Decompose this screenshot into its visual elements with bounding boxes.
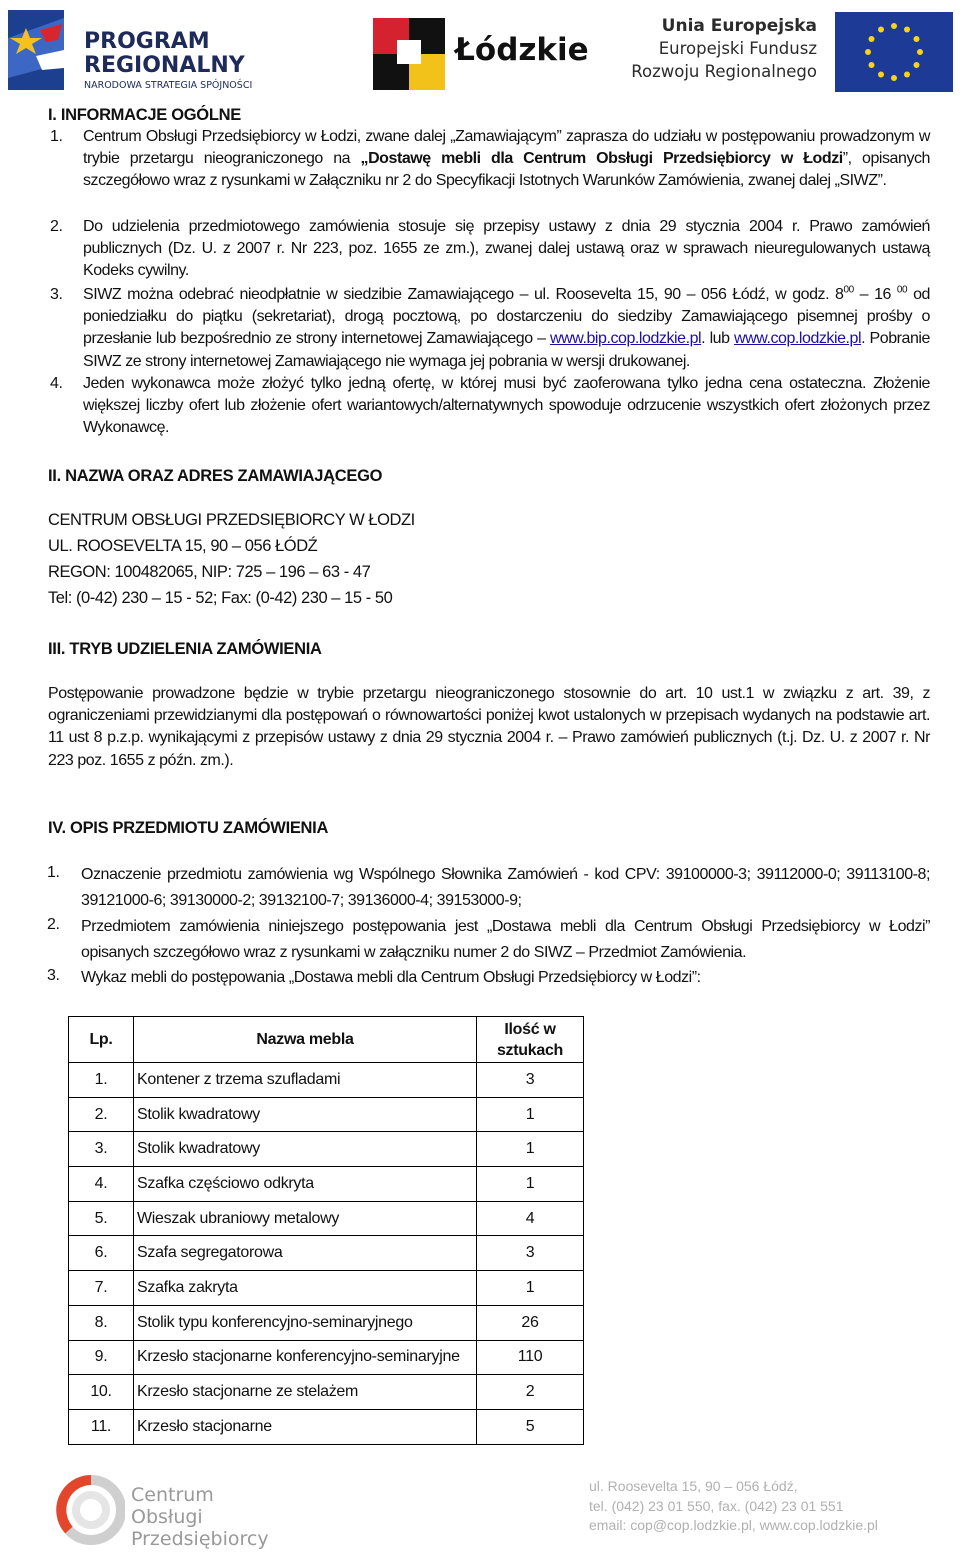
s1-item2-text: Do udzielenia przedmiotowego zamówienia stosuje się przepisy ustawy z dnia 29 stycznia 2004 r. Prawo zamówień publicznych (Dz. U. z 2007 r. Nr 223, poz. 1655 ze zm.), zwanej dalej ustawą oraz w sprawach nieuregulowanych ustawą Kodeks cywilny. — [83, 218, 930, 280]
row-qty: 1 — [477, 1097, 584, 1132]
section-2-heading: II. NAZWA ORAZ ADRES ZAMAWIAJĄCEGO — [48, 467, 383, 485]
eu-line2: Europejski Fundusz — [658, 39, 817, 58]
footer-address-line2: tel. (042) 23 01 550, fax. (042) 23 01 551 — [589, 1497, 844, 1514]
table-header-row — [69, 1017, 584, 1063]
s1-item3-sup1: 00 — [843, 284, 854, 296]
cop-logo-line3: Przedsiębiorcy — [131, 1528, 269, 1550]
s1-item1-bold: „Dostawę mebli dla Centrum Obsługi Przedsiębiorcy w Łodzi — [360, 150, 843, 168]
row-lp: 3. — [69, 1132, 134, 1167]
row-lp: 8. — [69, 1305, 134, 1340]
lodzkie-logo — [373, 18, 589, 92]
row-name: Kontener z trzema szufladami — [134, 1063, 477, 1098]
s1-item1-part2: ”, opisanych szczegółowo wraz z rysunkami w Załączniku nr 2 do Specyfikacji Istotnych Warunków Zamówienia, zwanej dalej „SIWZ”. — [83, 150, 930, 190]
address-line3: REGON: 100482065, NIP: 725 – 196 – 63 - 47 — [48, 563, 371, 581]
table-row — [69, 1132, 584, 1167]
s1-item1-text — [83, 126, 930, 193]
lodzkie-emblem-icon — [373, 18, 445, 90]
cop-logo — [55, 1470, 269, 1552]
row-name: Krzesło stacjonarne ze stelażem — [134, 1375, 477, 1410]
row-name: Stolik kwadratowy — [134, 1132, 477, 1167]
s1-item3-part-d: . lub — [701, 330, 735, 348]
row-qty: 2 — [477, 1375, 584, 1410]
section-3-heading: III. TRYB UDZIELENIA ZAMÓWIENIA — [48, 640, 322, 658]
cop-logo-line1: Centrum — [131, 1484, 214, 1506]
address-line1: CENTRUM OBSŁUGI PRZEDSIĘBIORCY W ŁODZI — [48, 511, 415, 529]
program-regionalny-emblem-icon — [6, 8, 86, 92]
row-name: Szafa segregatorowa — [134, 1236, 477, 1271]
table-row — [69, 1409, 584, 1444]
header-name: Nazwa mebla — [134, 1017, 477, 1063]
row-name: Krzesło stacjonarne — [134, 1409, 477, 1444]
s4-item3-text: Wykaz mebli do postępowania „Dostawa mebli dla Centrum Obsługi Przedsiębiorcy w Łodzi”: — [81, 969, 701, 986]
s1-item3-part-e: . Pobranie SIWZ ze strony internetowej Zamawiającego nie wymaga jej pobrania w wersji drukowanej. — [83, 330, 930, 370]
table-row — [69, 1063, 584, 1098]
row-qty: 5 — [477, 1409, 584, 1444]
cop-logo-line2: Obsługi — [131, 1506, 203, 1528]
s4-item1-num: 1. — [47, 864, 60, 881]
program-regionalny-logo — [6, 8, 291, 92]
table-row — [69, 1167, 584, 1202]
lodzkie-text: Łódzkie — [455, 32, 589, 68]
table-row — [69, 1201, 584, 1236]
address-line2: UL. ROOSEVELTA 15, 90 – 056 ŁÓDŹ — [48, 537, 318, 555]
eu-line1: Unia Europejska — [661, 16, 817, 36]
program-line1: PROGRAM — [84, 29, 210, 54]
s1-item4-num: 4. — [50, 375, 63, 392]
s1-item3-part-b: – 16 — [853, 286, 897, 303]
cop-link[interactable]: www.cop.lodzkie.pl — [734, 330, 862, 348]
furniture-table — [68, 1016, 584, 1445]
section-1-heading: I. INFORMACJE OGÓLNE — [48, 106, 241, 124]
footer-address-line1: ul. Roosevelta 15, 90 – 056 Łódź, — [589, 1478, 798, 1494]
row-lp: 5. — [69, 1201, 134, 1236]
s1-item3-part-c: od poniedziałku do piątku (sekretariat), drogą pocztową, po dostarczeniu do siedziby Zamawiającego pisemnej prośby o przesłanie lub bezpośrednio ze strony internetowej Zamawiającego – — [83, 286, 930, 348]
row-lp: 6. — [69, 1236, 134, 1271]
section-3-text: Postępowanie prowadzone będzie w trybie przetargu nieograniczonego stosownie do art. 10 ust.1 w związku z art. 39, z ograniczeniami przewidzianymi dla postępowań o równowartości poniżej kwot ustalonych w przepisach wydanych na podstawie art. 11 ust 8 p.z.p. wynikającymi z przepisów ustawy z dnia 29 stycznia 2004 r. – Prawo zamówień publicznych (t.j. Dz. U. z 2007 r. Nr 223 poz. 1655 z późn. zm.). — [48, 685, 930, 769]
row-name: Szafka częściowo odkryta — [134, 1167, 477, 1202]
row-lp: 11. — [69, 1409, 134, 1444]
row-lp: 9. — [69, 1340, 134, 1375]
table-row — [69, 1340, 584, 1375]
s4-item3-num: 3. — [47, 967, 60, 984]
s1-item2-num: 2. — [50, 218, 63, 235]
row-qty: 3 — [477, 1063, 584, 1098]
row-qty: 4 — [477, 1201, 584, 1236]
s1-item3-text — [83, 284, 930, 373]
row-qty: 110 — [477, 1340, 584, 1375]
row-lp: 2. — [69, 1097, 134, 1132]
table-row — [69, 1305, 584, 1340]
table-row — [69, 1097, 584, 1132]
footer-address — [589, 1477, 878, 1536]
row-lp: 7. — [69, 1271, 134, 1306]
s1-item1-part1: Centrum Obsługi Przedsiębiorcy w Łodzi, zwane dalej „Zamawiającym” zaprasza do udziału w postępowaniu prowadzonym w trybie przetargu nieograniczonego na — [83, 128, 930, 168]
s4-item2-num: 2. — [47, 916, 60, 933]
table-row — [69, 1271, 584, 1306]
section-4-heading: IV. OPIS PRZEDMIOTU ZAMÓWIENIA — [48, 819, 329, 837]
row-lp: 1. — [69, 1063, 134, 1098]
s1-item3-sup2: 00 — [896, 284, 908, 296]
s4-item1-text: Oznaczenie przedmiotu zamówienia wg Wspólnego Słownika Zamówień - kod CPV: 39100000-3; 39112000-0; 39113100-8; 39121000-6; 39130000-2; 39132100-7; 39136000-4; 39153000-9; — [81, 866, 930, 909]
row-qty: 1 — [477, 1132, 584, 1167]
row-name: Wieszak ubraniowy metalowy — [134, 1201, 477, 1236]
row-qty: 1 — [477, 1167, 584, 1202]
row-name: Stolik typu konferencyjno-seminaryjnego — [134, 1305, 477, 1340]
s1-item3-part-a: SIWZ można odebrać nieodpłatnie w siedzibie Zamawiającego – ul. Roosevelta 15, 90 – 056 Łódź, w godz. 8 — [83, 286, 844, 303]
row-qty: 26 — [477, 1305, 584, 1340]
eu-flag-icon — [835, 12, 953, 92]
s1-item4-text: Jeden wykonawca może złożyć tylko jedną ofertę, w której musi być zaoferowana tylko jedna cena ostateczna. Złożenie większej liczby ofert lub złożenie ofert wariantowych/alternatywnych spowoduje odrzucenie wszystkich ofert złożonych przez Wykonawcę. — [83, 375, 930, 437]
footer-address-line3: email: cop@cop.lodzkie.pl, www.cop.lodzkie.pl — [589, 1517, 878, 1533]
cop-emblem-icon — [55, 1470, 125, 1550]
program-line3: NARODOWA STRATEGIA SPÓJNOŚCI — [84, 80, 253, 91]
row-name: Stolik kwadratowy — [134, 1097, 477, 1132]
table-row — [69, 1375, 584, 1410]
row-qty: 1 — [477, 1271, 584, 1306]
table-row — [69, 1236, 584, 1271]
eu-logo — [625, 10, 955, 92]
s1-item3-num: 3. — [50, 286, 63, 303]
s4-item2-text: Przedmiotem zamówienia niniejszego postępowania jest „Dostawa mebli dla Centrum Obsługi Przedsiębiorcy w Łodzi” opisanych szczegółowo wraz z rysunkami w załączniku numer 2 do SIWZ – Przedmiot Zamówienia. — [81, 918, 930, 961]
row-name: Szafka zakryta — [134, 1271, 477, 1306]
row-name: Krzesło stacjonarne konferencyjno-seminaryjne — [134, 1340, 477, 1375]
row-lp: 10. — [69, 1375, 134, 1410]
eu-line3: Rozwoju Regionalnego — [631, 62, 817, 81]
header-lp: Lp. — [69, 1017, 134, 1063]
bip-link[interactable]: www.bip.cop.lodzkie.pl — [550, 330, 702, 348]
s1-item1-num: 1. — [50, 128, 63, 145]
row-lp: 4. — [69, 1167, 134, 1202]
program-line2: REGIONALNY — [84, 53, 245, 78]
furniture-table-body — [69, 1063, 584, 1445]
header-qty: Ilość w sztukach — [477, 1017, 584, 1063]
address-line4: Tel: (0-42) 230 – 15 - 52; Fax: (0-42) 230 – 15 - 50 — [48, 589, 393, 607]
row-qty: 3 — [477, 1236, 584, 1271]
